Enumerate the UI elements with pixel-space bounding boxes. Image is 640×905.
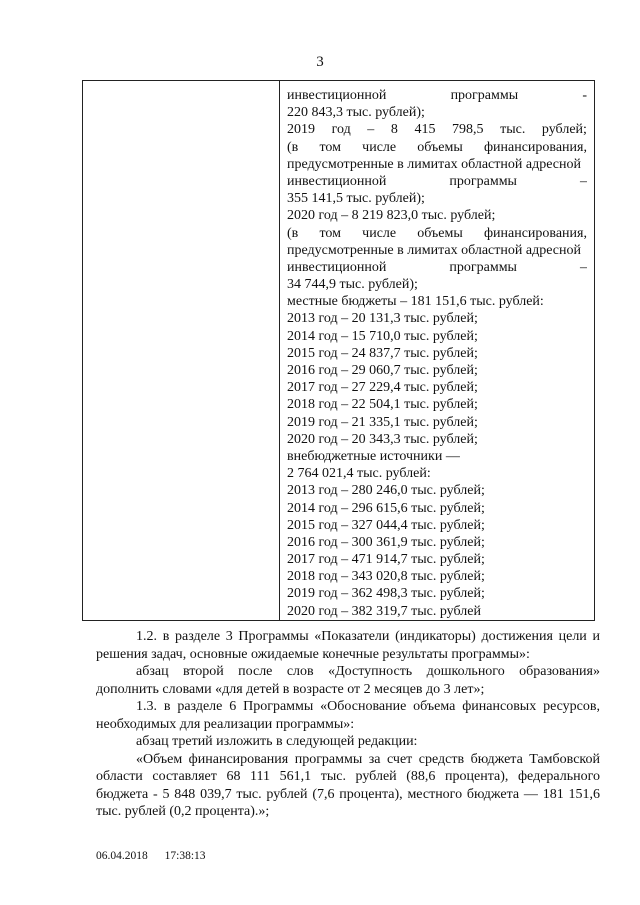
table-line xyxy=(287,242,587,259)
table-line xyxy=(287,276,587,293)
paragraph: 1.2. в разделе 3 Программы «Показатели (индикаторы) достижения цели и решения задач, основные ожидаемые конечные результаты программы»: xyxy=(96,629,600,662)
table-line-word: предусмотренные в лимитах областной адресной xyxy=(287,242,581,258)
table-line-word: – xyxy=(579,173,587,189)
table-line-word: 2016 год – 300 361,9 тыс. рублей; xyxy=(287,534,485,550)
table-line xyxy=(287,87,587,104)
table-line-word: объемы xyxy=(417,225,463,241)
footer-time: 17:38:13 xyxy=(164,850,206,862)
table-line-word: 8 xyxy=(390,122,398,138)
table-line xyxy=(287,207,587,224)
table-line xyxy=(287,585,587,602)
table-line xyxy=(287,156,587,173)
table-line xyxy=(287,517,587,534)
table-line xyxy=(287,482,587,499)
table-line xyxy=(287,551,587,568)
table-line-word: тыс. xyxy=(500,122,526,138)
table-line-word: том xyxy=(319,139,341,155)
table-column-divider xyxy=(279,81,280,620)
table-line-word: программы xyxy=(449,173,517,189)
table-line-word: 2017 год – 471 914,7 тыс. рублей; xyxy=(287,552,485,568)
table-line-word: инвестиционной xyxy=(287,88,387,103)
table-line xyxy=(287,104,587,121)
table-line-word: 2015 год – 327 044,4 тыс. рублей; xyxy=(287,517,485,533)
page-number: 3 xyxy=(316,54,324,70)
print-timestamp xyxy=(96,850,220,862)
table-line-word: 2017 год – 27 229,4 тыс. рублей; xyxy=(287,380,478,396)
table-line xyxy=(287,121,587,138)
table-line-word: 2013 год – 20 131,3 тыс. рублей; xyxy=(287,311,478,327)
table-line xyxy=(287,568,587,585)
paragraph: 1.3. в разделе 6 Программы «Обоснование объема финансовых ресурсов, необходимых для реализации программы»: xyxy=(96,699,600,732)
table-line-word: инвестиционной xyxy=(287,173,387,189)
table-line-word: числе xyxy=(362,139,397,155)
table-line xyxy=(287,534,587,551)
table-line-word: 2013 год – 280 246,0 тыс. рублей; xyxy=(287,483,485,499)
table-line xyxy=(287,225,587,242)
table-line xyxy=(287,139,587,156)
table-line-word: местные бюджеты – 181 151,6 тыс. рублей: xyxy=(287,294,544,310)
table-line-word: 220 843,3 тыс. рублей); xyxy=(287,105,425,121)
amendment-text xyxy=(96,628,600,821)
table-line-word: 2020 год – 8 219 823,0 тыс. рублей; xyxy=(287,208,496,224)
table-line-word: – xyxy=(367,122,375,138)
table-line-word: 2016 год – 29 060,7 тыс. рублей; xyxy=(287,363,478,378)
paragraph: абзац второй после слов «Доступность дошкольного образования» дополнить словами «для детей в возрасте от 2 месяцев до 3 лет»; xyxy=(96,664,600,697)
table-line-word: – xyxy=(579,259,587,275)
table-line-word: - xyxy=(582,88,587,103)
table-line xyxy=(287,310,587,327)
table-line xyxy=(287,500,587,517)
table-line xyxy=(287,448,587,465)
table-line xyxy=(287,362,587,379)
table-line-word: 2014 год – 15 710,0 тыс. рублей; xyxy=(287,328,478,344)
table-line xyxy=(287,293,587,310)
table-line-word: 2014 год – 296 615,6 тыс. рублей; xyxy=(287,500,485,516)
table-line-word: числе xyxy=(362,225,397,241)
table-line xyxy=(287,431,587,448)
table-line xyxy=(287,173,587,190)
table-right-cell xyxy=(287,87,587,620)
table-line-word: инвестиционной xyxy=(287,259,387,275)
paragraph: абзац третий изложить в следующей редакции: xyxy=(136,734,418,749)
table-line-word: (в xyxy=(287,139,299,155)
table-line xyxy=(287,190,587,207)
table-line-word: объемы xyxy=(417,139,463,155)
table-line xyxy=(287,259,587,276)
table-line-word: программы xyxy=(449,259,517,275)
table-line-word: предусмотренные в лимитах областной адресной xyxy=(287,156,581,172)
table-line-word: 2015 год – 24 837,7 тыс. рублей; xyxy=(287,345,478,361)
funding-table xyxy=(82,80,595,621)
table-line-word: финансирования, xyxy=(483,139,587,155)
table-line-word: 415 xyxy=(414,122,436,138)
table-line-word: 355 141,5 тыс. рублей); xyxy=(287,191,425,207)
table-line-word: 2020 год – 20 343,3 тыс. рублей; xyxy=(287,431,478,447)
table-line xyxy=(287,603,587,620)
table-line-word: 798,5 xyxy=(452,122,484,138)
table-line-word: 2019 год – 21 335,1 тыс. рублей; xyxy=(287,414,478,430)
table-line-word: 2 764 021,4 тыс. рублей: xyxy=(287,466,431,482)
table-line-word: программы xyxy=(450,88,519,103)
table-line-word: 2019 год – 362 498,3 тыс. рублей; xyxy=(287,586,485,602)
table-line-word: финансирования, xyxy=(483,225,587,241)
table-line xyxy=(287,414,587,431)
table-line xyxy=(287,396,587,413)
table-line xyxy=(287,345,587,362)
table-line-word: том xyxy=(319,225,341,241)
footer-date: 06.04.2018 xyxy=(96,850,148,862)
table-line-word: 2020 год – 382 319,7 тыс. рублей xyxy=(287,603,481,619)
paragraph: «Объем финансирования программы за счет средств бюджета Тамбовской области составляет 68 111 561,1 тыс. рублей (88,6 процента), федерального бюджета - 5 848 039,7 тыс. рублей (7,6 процента), местного бюджета — 181 151,6 тыс. рублей (0,2 процента).»; xyxy=(96,751,600,819)
table-line-word: (в xyxy=(287,225,299,241)
table-line xyxy=(287,465,587,482)
table-line-word: год xyxy=(331,122,351,138)
table-line xyxy=(287,379,587,396)
table-line-word: рублей; xyxy=(541,122,587,138)
table-line-word: 2019 xyxy=(287,122,315,138)
table-line-word: 2018 год – 22 504,1 тыс. рублей; xyxy=(287,397,478,413)
table-line-word: внебюджетные источники — xyxy=(287,448,460,464)
table-line-word: 2018 год – 343 020,8 тыс. рублей; xyxy=(287,569,485,585)
table-line-word: 34 744,9 тыс. рублей); xyxy=(287,277,418,293)
table-line xyxy=(287,328,587,345)
